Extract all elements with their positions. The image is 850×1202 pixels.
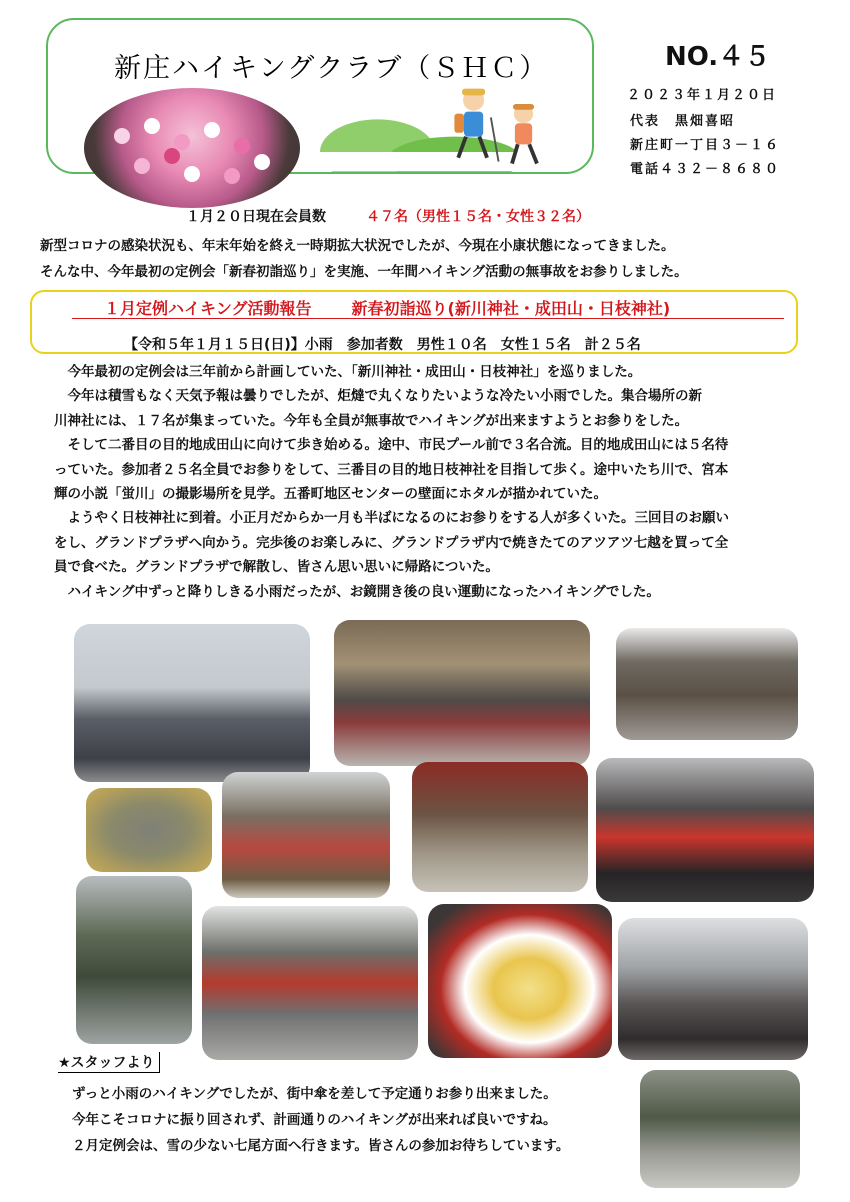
incense-burner-photo: [222, 772, 390, 898]
intro-line: 新型コロナの感染状況も、年末年始を終え一時期拡大状況でしたが、今現在小康状態になってきました。: [40, 238, 675, 254]
member-count-line: [186, 206, 590, 226]
intro-line: そんな中、今年最初の定例会「新春初詣巡り」を実施、一年間ハイキング活動の無事故をお参りしました。: [40, 264, 688, 280]
body-line: そして二番目の目的地成田山に向けて歩き始める。途中、市民プール前で３名合流。目的地成田山には５名待: [54, 437, 729, 454]
group-photo-shinkawa: [74, 624, 310, 782]
group-photo-naritasan: [334, 620, 590, 766]
body-line: っていた。参加者２５名全員でお参りをして、三番目の目的地日枝神社を目指して歩く。途中いたち川で、宮本: [54, 461, 729, 478]
stone-lantern-photo: [640, 1070, 800, 1188]
body-line: 川神社には、１７名が集まっていた。今年も全員が無事故でハイキングが出来ますようとお参りをした。: [54, 412, 689, 429]
address: 新庄町一丁目３－１６: [630, 138, 781, 153]
temple-hall-photo: [412, 762, 588, 892]
club-name: 新庄ハイキングクラブ（ＳＨＣ）: [114, 53, 549, 84]
sweets-purchase-photo: [596, 758, 814, 902]
flower-bed-photo: [84, 88, 300, 208]
issue-number: NO.４５: [665, 42, 771, 72]
body-line: をし、グランドプラザへ向かう。完歩後のお楽しみに、グランドプラザ内で焼きたてのアツアツ七越を買って全: [54, 534, 729, 551]
representative: 代表 黒畑喜昭: [630, 114, 736, 129]
report-title: [104, 296, 670, 319]
report-heading: １月定例ハイキング活動報告: [104, 299, 312, 318]
body-line: 員で食べた。グランドプラザで解散し、皆さん思い思いに帰路についた。: [54, 559, 499, 576]
hie-shrine-torii-photo: [202, 906, 418, 1060]
member-count-label: １月２０日現在会員数: [186, 209, 326, 225]
phone: 電話４３２－８６８０: [630, 162, 781, 177]
staff-heading: ★スタッフより: [58, 1052, 160, 1073]
report-subheading: 新春初詣巡り(新川神社・成田山・日枝神社): [351, 299, 671, 318]
issue-date: ２０２３年１月２０日: [627, 88, 778, 103]
rainy-path-photo: [76, 876, 192, 1044]
body-line: 今年最初の定例会は三年前から計画していた、「新川神社・成田山・日枝神社」を巡りました。: [54, 364, 642, 380]
body-line: ハイキング中ずっと降りしきる小雨だったが、お鏡開き後の良い運動になったハイキングでした。: [54, 583, 660, 600]
shrine-pavilion-photo: [616, 628, 798, 740]
staff-line: ずっと小雨のハイキングでしたが、街中傘を差して予定通りお参り出来ました。: [72, 1086, 557, 1102]
report-body: [54, 360, 814, 604]
staff-line: 今年こそコロナに振り回されず、計画通りのハイキングが出来れば良いですね。: [72, 1112, 557, 1128]
body-line: 今年は積雪もなく天気予報は曇りでしたが、炬燵で丸くなりたいような冷たい小雨でした。集合場所の新: [54, 388, 702, 405]
body-line: ようやく日枝神社に到着。小正月だからか一月も半ばになるのにお参りをする人が多くいた。三回目のお願い: [54, 510, 729, 527]
grand-plaza-photo: [618, 918, 808, 1060]
shichikoshi-cake-photo: [428, 904, 612, 1058]
body-line: 輝の小説「蛍川」の撮影場所を見学。五番町地区センターの壁面にホタルが描かれていた。: [54, 486, 607, 503]
report-underline: [72, 318, 784, 319]
hikers-illustration: [320, 84, 560, 172]
event-date-line: 【令和５年１月１５日(日)】小雨 参加者数 男性１０名 女性１５名 計２５名: [124, 337, 641, 353]
staff-line: ２月定例会は、雪の少ない七尾方面へ行きます。皆さんの参加お待ちしています。: [72, 1138, 570, 1154]
member-count-value: ４７名（男性１５名・女性３２名）: [366, 209, 590, 225]
stone-plaque-photo: [86, 788, 212, 872]
